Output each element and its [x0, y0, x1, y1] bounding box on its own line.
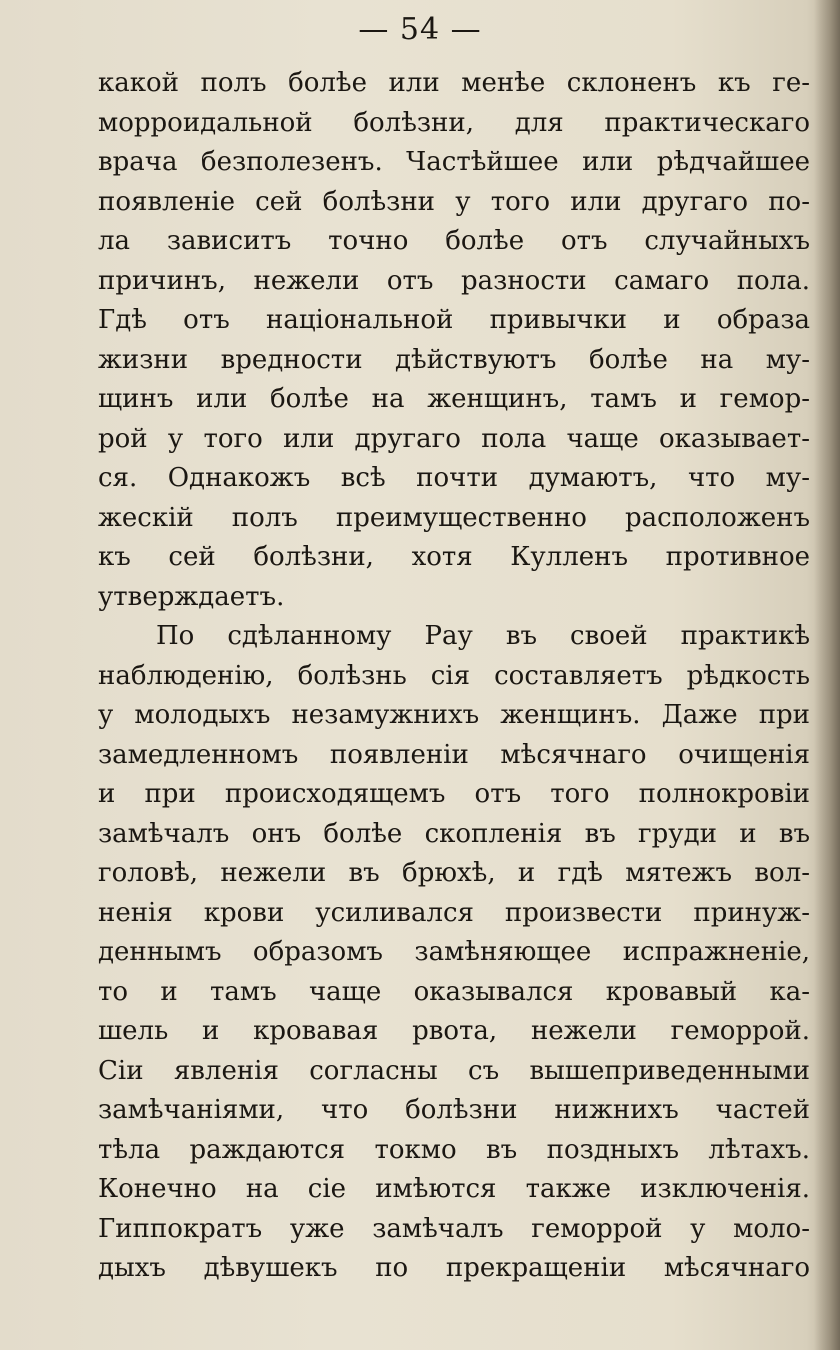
text-line: рой у того или другаго пола чаще оказывает-	[98, 423, 810, 454]
text-line: замѣчаніями, что болѣзни нижнихъ частей	[98, 1095, 810, 1125]
text-line: щинъ или болѣе на женщинъ, тамъ и гемор-	[98, 384, 810, 414]
text-line: ся. Однакожъ всѣ почти думаютъ, что му-	[98, 463, 810, 493]
text-line: шель и кровавая рвота, нежели геморрой.	[98, 1016, 810, 1046]
text-line: Гдѣ отъ національной привычки и образа	[98, 305, 810, 335]
page-number: — 54 —	[358, 12, 482, 47]
text-line: то и тамъ чаще оказывался кровавый ка-	[98, 976, 810, 1007]
text-line: причинъ, нежели отъ разности самаго пола.	[98, 265, 810, 296]
text-line: врача безполезенъ. Частѣйшее или рѣдчайшее	[98, 147, 810, 177]
text-line: Сіи явленія согласны съ вышеприведенными	[98, 1055, 810, 1086]
text-line: какой полъ болѣе или менѣе склоненъ къ ге-	[98, 68, 810, 98]
text-line: наблюденію, болѣзнь сія составляетъ рѣдкость	[98, 660, 810, 691]
text-line: появленіе сей болѣзни у того или другаго по-	[98, 186, 810, 217]
text-line: дыхъ дѣвушекъ по прекращеніи мѣсячнаго	[98, 1253, 810, 1283]
text-line: замѣчалъ онъ болѣе скопленія въ груди и въ	[98, 818, 810, 849]
text-line: у молодыхъ незамужнихъ женщинъ. Даже при	[98, 700, 810, 730]
text-line: морроидальной болѣзни, для практическаго	[98, 107, 810, 138]
text-line: замедленномъ появленіи мѣсячнаго очищенія	[98, 739, 810, 770]
text-line: ла зависитъ точно болѣе отъ случайныхъ	[98, 226, 810, 256]
text-line: утверждаетъ.	[98, 581, 285, 612]
text-line: Конечно на сіе имѣются также изключенія.	[98, 1174, 810, 1204]
text-line: головѣ, нежели въ брюхѣ, и гдѣ мятежъ вол-	[98, 858, 810, 888]
text-line: жизни вредности дѣйствуютъ болѣе на му-	[98, 344, 810, 375]
text-line: жескій полъ преимущественно расположенъ	[98, 502, 810, 533]
page-edge-shadow	[814, 0, 840, 1350]
text-line: ненія крови усиливался произвести принуж-	[98, 897, 810, 928]
text-line: къ сей болѣзни, хотя Кулленъ противное	[98, 542, 810, 572]
text-line: деннымъ образомъ замѣняющее испражненіе,	[98, 937, 810, 967]
text-line: По сдѣланному Рау въ своей практикѣ	[156, 621, 810, 651]
text-line: Гиппократъ уже замѣчалъ геморрой у моло-	[98, 1213, 810, 1244]
text-line: тѣла раждаются токмо въ поздныхъ лѣтахъ.	[98, 1134, 810, 1165]
body-text	[98, 64, 810, 1289]
text-line: и при происходящемъ отъ того полнокровіи	[98, 779, 810, 809]
